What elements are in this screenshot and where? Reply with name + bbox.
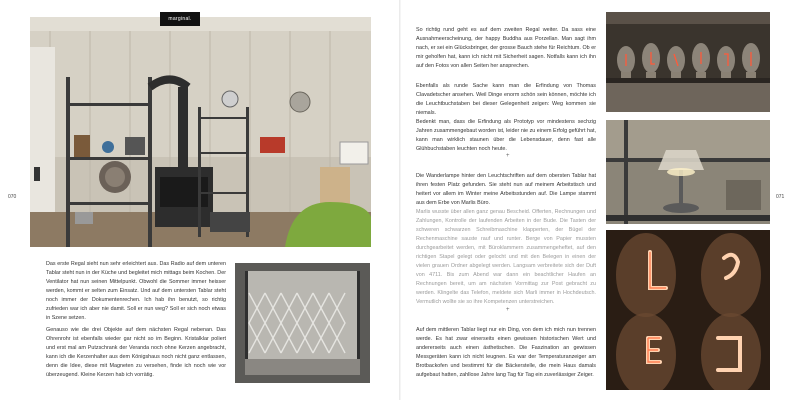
room-photo xyxy=(30,17,371,247)
lamp-photo xyxy=(606,120,770,224)
page-number-left: 070 xyxy=(8,194,17,200)
right-paragraph-1: So richtig rund geht es auf dem zweiten Regal weiter. Da sass eine Ausnahmeerscheinung, der happy Buddha aus Porzellan. Man sagt ihm nach, er sei ein Glücksbringer, der grosse Bauch stehe für Reichtum. Ob er mir geholfen hat, kann ich nicht mit Sicherheit sagen. Notfalls kann ich ihn auf den Fotos von allen Seiten her ansprechen. xyxy=(416,27,596,69)
right-paragraph-3: Bedenkt man, dass die Erfindung als Prototyp vor mindestens sechzig Jahren zusammengebaut worden ist, leider nie zu einem Erfolg geführt hat, kann man wirklich staunen über die Lebensdauer, denn fast alle Glühbuchstaben leuchten noch heute. xyxy=(416,119,596,152)
glow-letters-photo xyxy=(606,230,770,390)
lamp-photo-graphic xyxy=(606,120,770,224)
section-tag: marginal. xyxy=(160,12,200,26)
right-paragraph-5: Marlis wusste über allen ganz genau Bescheid. Offerten, Rechnungen und Zahlungen, Kontrolle der laufenden Arbeiten in der Bude. Die Tasten der schweren schwarzen Schreibmaschine klapperten, der Bügel der Rechenmaschine sauste rauf und runter. Berge von Papier mussten durchgearbeitet werden, mit Büroklammern zusammengeheftet, auf den richtigen Stapel gelegt oder gelocht und mit den Belegen in einen der vielen grauen Ordner abgelegt werden. Langsam verbreitete sich der Duft von 4711. Bis zum Abend war dann ein beachtlicher Haufen an Rechnungen bereit, um am nächsten Vormittag zur Post gebracht zu werden. Klingelte das Telefon, meldete sich Marli immer in Hochdeutsch. Vermutlich wollte sie so ihre Kompetenzen unterstreichen. xyxy=(416,209,596,305)
rack-photo xyxy=(235,263,370,383)
left-paragraph-1: Das erste Regal sieht nun sehr erleichtert aus. Das Radio auf dem unteren Tablar steht nun in der Küche und begleitet mich mittags beim Kochen. Der Ventilator hat nun seinen Mittelpunkt. Obwohl die Sommer immer heisser werden, kommt er selten zum Einsatz. Und auf dem untersten Tablar steht noch immer der Dokumentenrechen. Ich hab ihn benutzt, so richtig zufrieden war ich aber nie damit. Soll er nun weg? Soll er sich noch etwas in Szene setzen. xyxy=(46,261,226,321)
right-paragraph-4: Die Wanderlampe hinter den Leuchtschriften auf dem obersten Tablar hat ihren festen Platz gefunden. Sie steht nun auf meinem Arbeitstisch und heitert vor allem im Winter meine Arbeitsstunden auf. Die Lampe stammt aus dem Erbe von Marlis Büro. xyxy=(416,173,596,206)
separator-2: + xyxy=(506,307,510,313)
room-photo-graphic xyxy=(30,17,371,247)
spine-gutter xyxy=(399,0,401,400)
bulbs-shelf-photo xyxy=(606,12,770,112)
right-paragraph-2: Ebenfalls als runde Sache kann man die Erfindung von Thomas Clavadetscher ansehen. Weil Dinge enorm schön sein können, möchte ich die Leuchtbuchstaben bei dieser Gelegenheit zeigen: Weg kommen sie niemals. xyxy=(416,83,596,116)
separator-1: + xyxy=(506,153,510,159)
rack-photo-graphic xyxy=(235,263,370,383)
right-paragraph-6: Auf dem mittleren Tablar liegt nur ein Ding, von dem ich mich nun trennen werde. Es hat zwar einerseits einen gewissen historischen Wert und andererseits auch einen ästhetischen. Die Faszination an gewissen Messgeräten kann ich nicht leugnen. Es war der Temperaturanzeiger am Brotbackofen und bestimmt für die Bäckerstelle, die mein Haus damals aufgebaut hatten, zahllose Jahre lang Tag für Tag ein zuverlässiger Zeiger. xyxy=(416,327,596,378)
page-number-right: 071 xyxy=(776,194,785,200)
glow-letters-graphic xyxy=(606,230,770,390)
left-paragraph-2: Genauso wie die drei Objekte auf dem nächsten Regal nebenan. Das Ohrenrohr ist ebenfalls wieder gar nicht so im Beginn. Kristalklar poliert und erst mal am Putzschrank der Veranda noch ohne Kerzen angebracht, kann ich die Kerzenhalter aus dem Königshaus noch nicht ganz entlassen, denn die Idee, diese mit Magneten zu versehen, finde ich noch wie vor überzeugend. Kleine Kerzen hab ich vorrätig. xyxy=(46,327,226,378)
bulbs-shelf-graphic xyxy=(606,12,770,112)
